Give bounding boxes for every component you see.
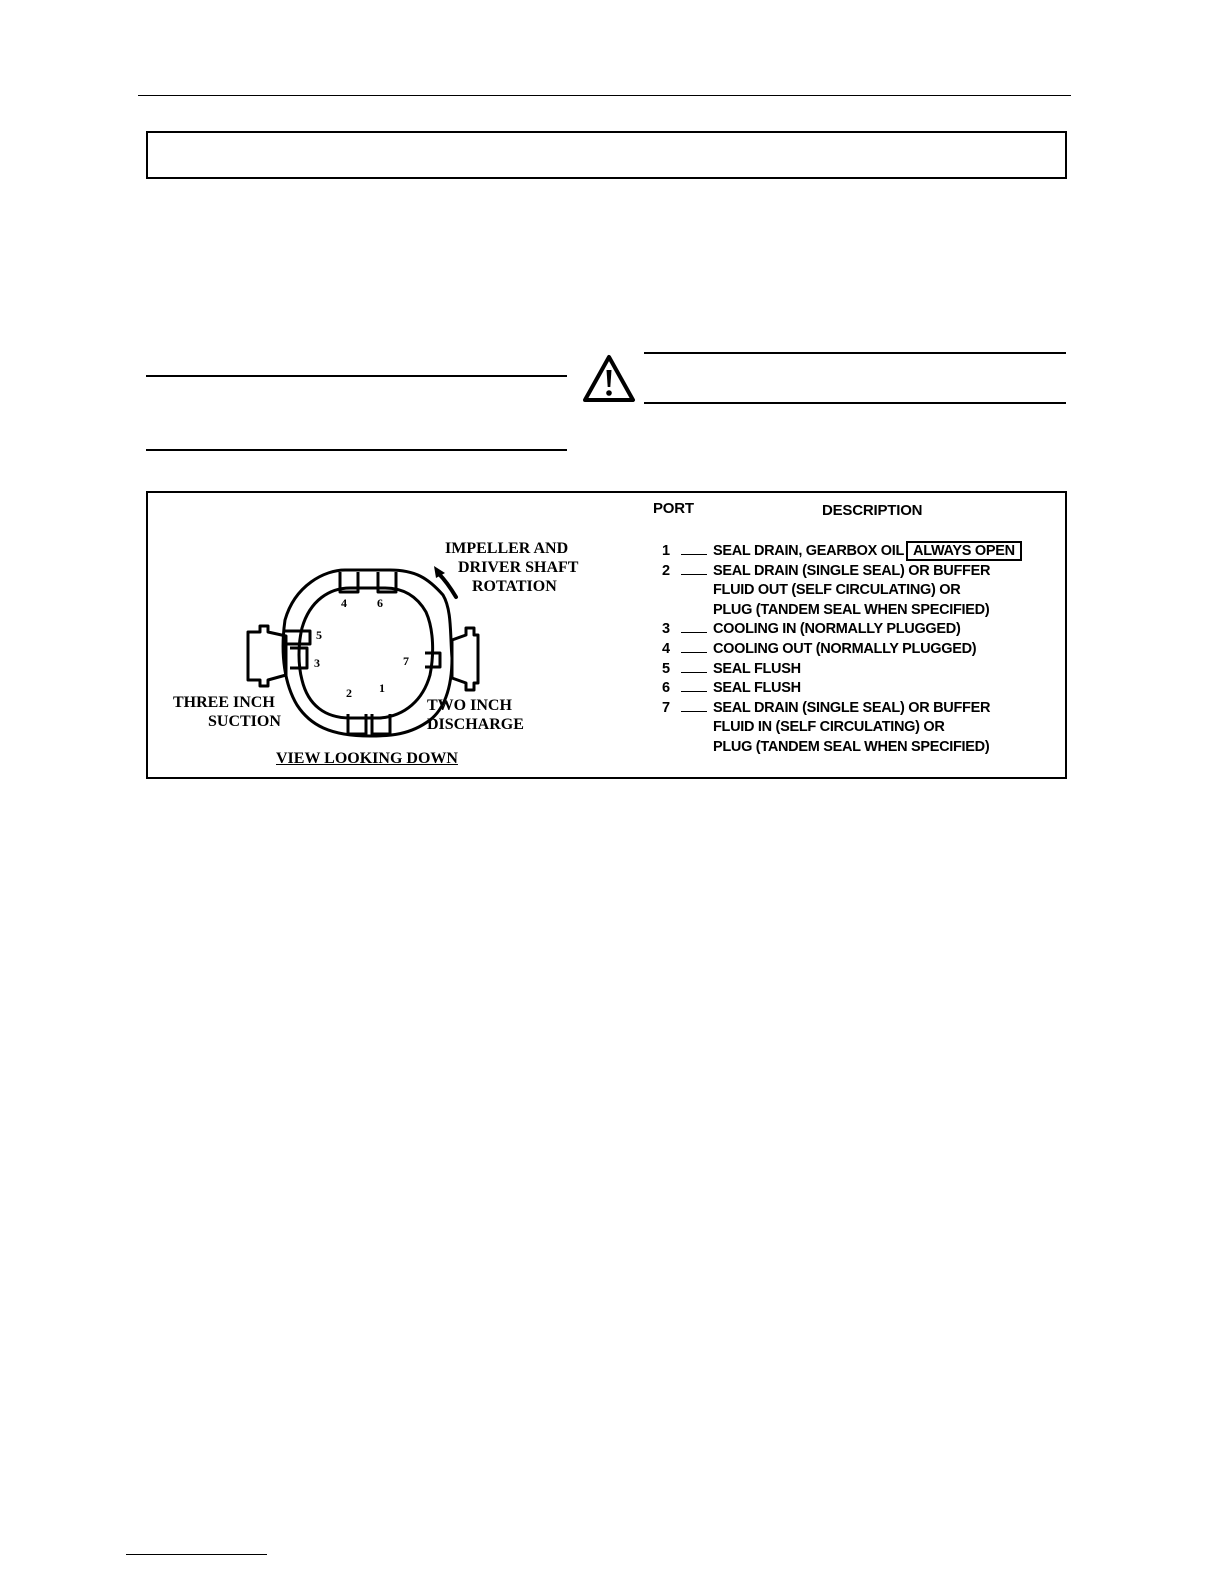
rotation-label: IMPELLER AND DRIVER SHAFT ROTATION (445, 540, 579, 595)
port-row: 6 SEAL FLUSH (662, 680, 801, 697)
port-number-3: 3 (314, 656, 320, 670)
port-number-4: 4 (341, 596, 347, 610)
port-row: 3 COOLING IN (NORMALLY PLUGGED) (662, 621, 961, 638)
port-number-2: 2 (346, 686, 352, 700)
port-row: 7 SEAL DRAIN (SINGLE SEAL) OR BUFFER FLUID IN (SELF CIRCULATING) OR PLUG (TANDEM SEAL WHEN SPECIFIED) (662, 699, 991, 755)
port-row: 2 SEAL DRAIN (SINGLE SEAL) OR BUFFER FLUID OUT (SELF CIRCULATING) OR PLUG (TANDEM SEAL WHEN SPECIFIED) (662, 562, 991, 618)
suction-label: THREE INCH SUCTION (173, 694, 281, 730)
port-number-6: 6 (377, 596, 383, 610)
header-box (146, 131, 1067, 179)
warning-rule-bottom (644, 402, 1066, 404)
port-row: 5 SEAL FLUSH (662, 660, 801, 677)
port-row: 4 COOLING OUT (NORMALLY PLUGGED) (662, 640, 977, 657)
port-row: 1 SEAL DRAIN, GEARBOX OIL ALWAYS OPEN (662, 542, 1062, 562)
footnote-rule (126, 1554, 267, 1555)
port-number-5: 5 (316, 628, 322, 642)
port-number-1: 1 (379, 681, 385, 695)
warning-rule-top (644, 352, 1066, 354)
port-description-list (662, 542, 1062, 758)
note-rule-bottom (146, 449, 567, 451)
port-column-header: PORT (653, 500, 694, 517)
view-caption: VIEW LOOKING DOWN (276, 750, 458, 767)
warning-triangle-icon (582, 354, 636, 409)
always-open-badge: ALWAYS OPEN (906, 541, 1022, 561)
top-rule (138, 95, 1071, 96)
discharge-label: TWO INCH DISCHARGE (427, 697, 524, 733)
note-rule-top (146, 375, 567, 377)
description-column-header: DESCRIPTION (822, 502, 923, 519)
port-number-7: 7 (403, 654, 409, 668)
